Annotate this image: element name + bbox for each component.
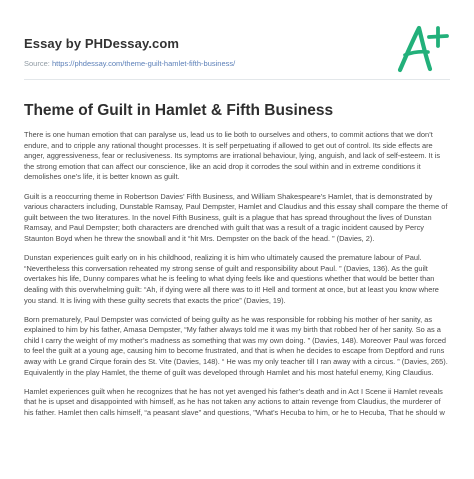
essay-title: Theme of Guilt in Hamlet & Fifth Business [24, 102, 334, 119]
source-line [24, 59, 235, 68]
essay-paragraph: Hamlet experiences guilt when he recognizes that he has not yet avenged his father’s death and in Act I Scene ii Hamlet reveals that he is upset and disappointed with himself, as he has not taken any actions to attain revenge from Claudius, the murderer of his father. Hamlet then calls himself, “a peasant slave” and questions, "What's Hecuba to him, or he to Hecuba, That he should w [24, 386, 445, 418]
essay-paragraph: Born prematurely, Paul Dempster was convicted of being guilty as he was responsible for robbing his mother of her sanity, as explained to him by his father, Amasa Dempster, “My father always told me it was my birth that robbed her of her sanity. So as a child I carry the weight of my mother’s madness as something that was my own doing. ” (Davies, 148). Moreover Paul was forced to feel the guilt at a young age, causing him to become frustrated, and that is when he decides to escape from Deptford and runs away with Le grand Cirque forain des St. Vite (Davies, 148). “ He was my only teacher till I ran away with a circus. ” (Davies, 265). Equivalently in the play Hamlet, the theme of guilt was developed through Hamlet and his most hateful enemy, King Claudius. [24, 314, 448, 377]
essay-paragraph: Guilt is a reoccurring theme in Robertson Davies’ Fifth Business, and William Shakespeare’s Hamlet, that is demonstrated by various characters including, Dunstable Ramsay, Paul Dempster, Hamlet and Claudius and this essay shall compare the theme of guilt between the two literatures. In the novel Fifth Business, guilt is a plague that has spread throughout the lives of Dunstan Ramsay, and Paul Dempster; both characters are drenched with guilt that was a result of a tragic incident caused by Percy Staunton Boyd when he threw the snowball and it “hit Mrs. Dempster on the back of the head. ” (Davies, 2). [24, 191, 448, 243]
header-divider [24, 79, 450, 80]
site-title: Essay by PHDessay.com [24, 36, 180, 51]
essay-paragraph: Dunstan experiences guilt early on in his childhood, realizing it is him who ultimately caused the premature labour of Paul. “Nevertheless this conversation reheated my strong sense of guilt and responsibility about Paul. ” (Davies, 136). As the guilt overtakes his life, Dunny compares what he is feeling to what dying feels like and questions whether that would be better than dealing with this overwhelming guilt: “Ah, if dying were all there was to it! Hell and torment at once, but at least you know where you stand. It is living with these guilty secrets that exacts the price” (Davies, 19). [24, 253, 439, 305]
source-label: Source: [24, 59, 52, 68]
essay-body [24, 130, 452, 427]
essay-paragraph: There is one human emotion that can paralyse us, lead us to lie both to ourselves and others, to commit actions that we don’t endure, and to cripple any rational thought processes. It is self perpetuating if allowed to get out of control. Its side effects are anger, aggressiveness, fear or reclusiveness. Its symptoms are irrational behaviour, lying, anguish, and lack of self-esteem. It is the strong emotion that can affect our conscience, like an acid drop it corrodes the soul within and in extreme conditions it demolishes one’s life, it is better known as guilt. [24, 130, 441, 182]
source-link[interactable]: https://phdessay.com/theme-guilt-hamlet-fifth-business/ [51, 59, 236, 68]
a-plus-logo-icon [392, 22, 452, 76]
